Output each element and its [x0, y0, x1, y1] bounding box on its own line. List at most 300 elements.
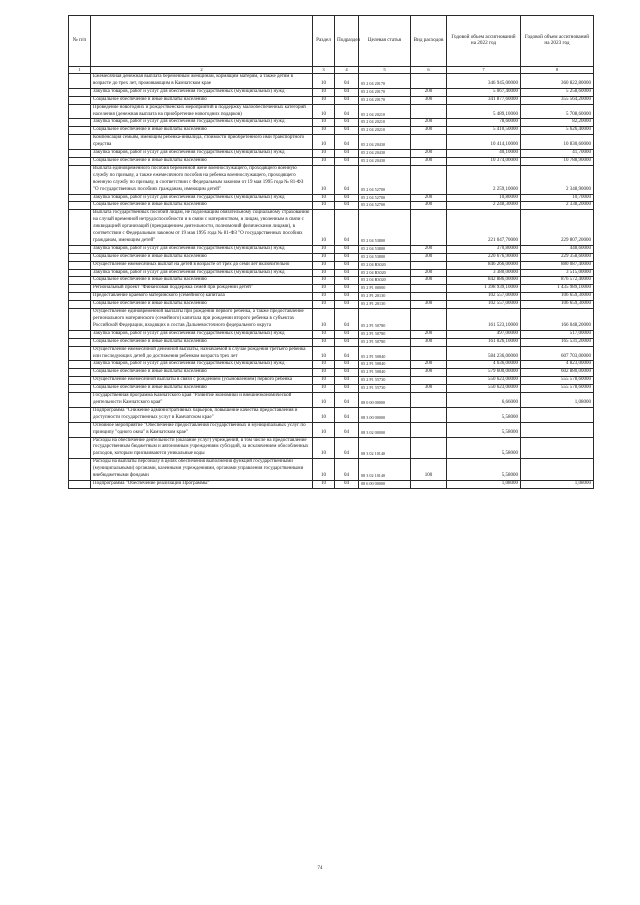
row-num	[69, 202, 91, 210]
row-amount-2023: 4 823,00000	[521, 361, 594, 369]
row-expense-kind	[411, 377, 447, 385]
row-target-code: 05 2 04 52700	[359, 202, 411, 210]
row-target-code: 05 2 04 20170	[359, 74, 411, 89]
row-section: 10	[313, 88, 335, 96]
row-num	[69, 385, 91, 393]
row-amount-2023	[521, 422, 594, 437]
row-target-code: 05 2 04 52700	[359, 194, 411, 202]
row-num	[69, 480, 91, 488]
row-expense-kind	[411, 293, 447, 301]
row-section: 10	[313, 261, 335, 269]
row-expense-kind: 300	[411, 301, 447, 309]
row-amount-2022: 842 886,00000	[447, 277, 521, 285]
col-number: 1	[69, 67, 91, 74]
table-row	[69, 377, 594, 385]
row-amount-2023	[521, 407, 594, 422]
header-kind: Вид расходов	[411, 16, 447, 67]
row-name: Компенсация семьям, имеющим ребенка-инвалида, стоимости приобретенного ими транспортного средства	[91, 135, 313, 150]
row-expense-kind: 300	[411, 277, 447, 285]
row-name: Расходы на обеспечение деятельности (оказание услуг) учреждений, в том числе на предоставление государственным бюджетным и автономным учреждениям субсидий, за исключением обособленных расходов, которым присваиваются уникальные коды	[91, 437, 313, 459]
row-section: 10	[313, 480, 335, 488]
row-name: Социальное обеспечение и иные выплаты населению	[91, 385, 313, 393]
row-subsection: 04	[335, 385, 359, 393]
row-section: 10	[313, 393, 335, 408]
row-amount-2023: 5 626,40000	[521, 127, 594, 135]
col-number: 5	[359, 67, 411, 74]
table-row	[69, 88, 594, 96]
row-subsection: 04	[335, 437, 359, 459]
row-amount-2022: 161 523,10000	[447, 309, 521, 331]
row-num	[69, 269, 91, 277]
row-subsection: 04	[335, 330, 359, 338]
row-expense-kind	[411, 437, 447, 459]
row-name: Подпрограмма "Снижение административных барьеров, повышение качества предоставления и доступности государственных услуг в Камчатском крае"	[91, 407, 313, 422]
row-expense-kind	[411, 285, 447, 293]
table-row	[69, 459, 594, 481]
row-section: 10	[313, 385, 335, 393]
row-amount-2022: 5,58000	[447, 407, 521, 422]
row-section: 10	[313, 293, 335, 301]
row-section: 10	[313, 150, 335, 158]
col-number: 2	[91, 67, 313, 74]
row-name: Закупка товаров, работ и услуг для обеспечения государственных (муниципальных) нужд	[91, 150, 313, 158]
table-body	[69, 74, 594, 489]
row-amount-2022: 220 676,90000	[447, 253, 521, 261]
row-amount-2022: 346 945,00000	[447, 74, 521, 89]
row-amount-2023: 165 531,20000	[521, 338, 594, 346]
row-amount-2023: 1 435 989,10000	[521, 285, 594, 293]
row-name: Проведение новогодних и рождественских мероприятий в поддержку малообеспеченных категорий населения (денежная выплата на приобретение новогодних подарков)	[91, 104, 313, 119]
table-row	[69, 194, 594, 202]
row-amount-2022: 221 047,70000	[447, 210, 521, 246]
row-target-code: 05 2 P1 55730	[359, 385, 411, 393]
column-number-row	[69, 67, 594, 74]
row-subsection: 04	[335, 338, 359, 346]
row-section: 10	[313, 369, 335, 377]
row-num	[69, 422, 91, 437]
row-amount-2022: 4 636,00000	[447, 361, 521, 369]
table-row	[69, 309, 594, 331]
page-number: 74	[317, 866, 323, 871]
row-amount-2022: 78,60000	[447, 119, 521, 127]
row-amount-2022: 584 236,00000	[447, 346, 521, 361]
table-row	[69, 74, 594, 89]
row-num	[69, 88, 91, 96]
row-target-code: 05 2 04 20430	[359, 135, 411, 150]
row-num	[69, 361, 91, 369]
row-amount-2023: 10,70000	[521, 194, 594, 202]
row-name: Осуществление ежемесячной выплаты в связи с рождением (усыновлением) первого ребенка	[91, 377, 313, 385]
row-subsection: 04	[335, 346, 359, 361]
table-row	[69, 293, 594, 301]
row-amount-2022: 5,58000	[447, 459, 521, 481]
row-num	[69, 277, 91, 285]
row-expense-kind: 300	[411, 202, 447, 210]
row-section: 10	[313, 194, 335, 202]
row-subsection: 04	[335, 157, 359, 165]
table-row	[69, 96, 594, 104]
row-target-code: 05 2 P1 20130	[359, 301, 411, 309]
row-amount-2023: 876 572,40000	[521, 277, 594, 285]
row-expense-kind	[411, 210, 447, 246]
row-name: Государственная программа Камчатского края "Развитие экономики и внешнеэкономической деятельности Камчатского края"	[91, 393, 313, 408]
col-number: 7	[447, 67, 521, 74]
table-row	[69, 127, 594, 135]
row-amount-2023: 82,20000	[521, 119, 594, 127]
row-amount-2022: 5 410,50000	[447, 127, 521, 135]
table-row	[69, 165, 594, 194]
row-amount-2022: 341 877,60000	[447, 96, 521, 104]
row-num	[69, 346, 91, 361]
row-amount-2023: 106 659,30000	[521, 293, 594, 301]
row-num	[69, 261, 91, 269]
row-subsection: 04	[335, 194, 359, 202]
col-number: 6	[411, 67, 447, 74]
row-name: Осуществление ежемесячной денежной выплаты, назначаемой в случае рождения третьего ребенка или последующих детей до достижения ребенком возраста трех лет	[91, 346, 313, 361]
row-amount-2023: 555 578,60000	[521, 385, 594, 393]
row-expense-kind: 300	[411, 127, 447, 135]
row-amount-2023: 517,00000	[521, 330, 594, 338]
row-amount-2023: 106 659,30000	[521, 301, 594, 309]
row-name: Социальное обеспечение и иные выплаты населению	[91, 369, 313, 377]
row-num	[69, 194, 91, 202]
row-amount-2023: 2 338,20000	[521, 202, 594, 210]
row-name: Социальное обеспечение и иные выплаты населению	[91, 96, 313, 104]
row-name: Социальное обеспечение и иные выплаты населению	[91, 127, 313, 135]
row-target-code: 08 6 00 00000	[359, 480, 411, 488]
row-section: 10	[313, 253, 335, 261]
table-row	[69, 210, 594, 246]
row-name: Осуществление единовременной выплаты при рождении первого ребенка, а также предоставление регионального материнского (семейного) капитала при рождении второго ребенка в субъектах Российской Федерации, входящих в состав Дальневосточного федерального округа	[91, 309, 313, 331]
row-section: 10	[313, 74, 335, 89]
table-row	[69, 407, 594, 422]
row-num	[69, 104, 91, 119]
row-amount-2023: 602 880,00000	[521, 369, 594, 377]
row-target-code: 05 2 P1 50780	[359, 309, 411, 331]
row-expense-kind	[411, 422, 447, 437]
row-target-code: 05 2 04 20430	[359, 157, 411, 165]
row-target-code: 05 2 P1 50780	[359, 338, 411, 346]
row-section: 10	[313, 346, 335, 361]
row-num	[69, 330, 91, 338]
row-amount-2022: 497,00000	[447, 330, 521, 338]
row-target-code: 05 2 04 20170	[359, 88, 411, 96]
row-section: 10	[313, 377, 335, 385]
row-name: Подпрограмма "Обеспечение реализации Программы"	[91, 480, 313, 488]
row-num	[69, 377, 91, 385]
row-num	[69, 157, 91, 165]
row-target-code: 08 3 02 00000	[359, 422, 411, 437]
row-name: Социальное обеспечение и иные выплаты населению	[91, 277, 313, 285]
row-section: 10	[313, 165, 335, 194]
row-subsection: 04	[335, 369, 359, 377]
row-section: 10	[313, 285, 335, 293]
row-subsection: 04	[335, 361, 359, 369]
row-expense-kind: 200	[411, 330, 447, 338]
row-expense-kind: 300	[411, 385, 447, 393]
table-row	[69, 135, 594, 150]
row-expense-kind	[411, 135, 447, 150]
row-num	[69, 245, 91, 253]
row-subsection: 04	[335, 88, 359, 96]
row-target-code: 08 0 00 00000	[359, 393, 411, 408]
row-section: 10	[313, 422, 335, 437]
row-amount-2023: 5 708,60000	[521, 104, 594, 119]
row-subsection: 04	[335, 74, 359, 89]
row-num	[69, 293, 91, 301]
row-name: Закупка товаров, работ и услуг для обеспечения государственных (муниципальных) нужд	[91, 119, 313, 127]
row-num	[69, 301, 91, 309]
row-section: 10	[313, 269, 335, 277]
row-section: 10	[313, 338, 335, 346]
row-subsection: 04	[335, 422, 359, 437]
row-num	[69, 165, 91, 194]
row-section: 10	[313, 119, 335, 127]
row-expense-kind: 200	[411, 150, 447, 158]
row-target-code: 05 2 P1 00000	[359, 285, 411, 293]
row-expense-kind: 300	[411, 369, 447, 377]
row-expense-kind	[411, 393, 447, 408]
header-row	[69, 16, 594, 67]
row-name: Социальное обеспечение и иные выплаты населению	[91, 202, 313, 210]
table-row	[69, 480, 594, 488]
row-subsection: 04	[335, 245, 359, 253]
table-row	[69, 338, 594, 346]
row-section: 10	[313, 309, 335, 331]
table-row	[69, 346, 594, 361]
row-expense-kind	[411, 261, 447, 269]
row-name: Социальное обеспечение и иные выплаты населению	[91, 338, 313, 346]
header-2023: Годовой объем ассигнований на 2023 год	[521, 16, 594, 67]
table-row	[69, 361, 594, 369]
table-row	[69, 253, 594, 261]
row-expense-kind: 200	[411, 194, 447, 202]
row-num	[69, 393, 91, 408]
row-amount-2023: 607 703,00000	[521, 346, 594, 361]
table-row	[69, 422, 594, 437]
row-num	[69, 135, 91, 150]
row-name: Расходы на выплаты персоналу в целях обеспечения выполнения функций государственными (муниципальными) органами, казенными учреждениями, органами управления государственными внебюджетными фондами	[91, 459, 313, 481]
row-num	[69, 150, 91, 158]
col-number: 3	[313, 67, 335, 74]
row-amount-2022: 2 248,30000	[447, 202, 521, 210]
table-row	[69, 277, 594, 285]
table-row	[69, 385, 594, 393]
row-subsection: 04	[335, 135, 359, 150]
row-amount-2022: 161 026,10000	[447, 338, 521, 346]
row-subsection: 04	[335, 459, 359, 481]
row-subsection: 04	[335, 269, 359, 277]
row-target-code: 05 2 04 R3020	[359, 261, 411, 269]
row-target-code: 05 2 04 20170	[359, 96, 411, 104]
row-subsection: 04	[335, 202, 359, 210]
row-expense-kind: 300	[411, 157, 447, 165]
table-row	[69, 104, 594, 119]
row-name: Социальное обеспечение и иные выплаты населению	[91, 301, 313, 309]
row-expense-kind	[411, 104, 447, 119]
row-amount-2022: 10 414,10000	[447, 135, 521, 150]
row-num	[69, 285, 91, 293]
row-amount-2023: 229 807,20000	[521, 210, 594, 246]
row-expense-kind	[411, 74, 447, 89]
row-expense-kind	[411, 346, 447, 361]
row-num	[69, 74, 91, 89]
row-amount-2022: 1,08000	[447, 480, 521, 488]
row-amount-2023: 880 087,40000	[521, 261, 594, 269]
row-target-code: 05 2 04 53800	[359, 210, 411, 246]
row-section: 10	[313, 210, 335, 246]
row-target-code: 05 2 04 R3020	[359, 277, 411, 285]
row-expense-kind: 200	[411, 361, 447, 369]
row-subsection: 04	[335, 127, 359, 135]
row-section: 10	[313, 437, 335, 459]
row-amount-2022: 2 259,10000	[447, 165, 521, 194]
row-target-code: 05 2 04 20210	[359, 104, 411, 119]
row-amount-2022: 5 489,10000	[447, 104, 521, 119]
table-row	[69, 393, 594, 408]
row-subsection: 04	[335, 253, 359, 261]
table-row	[69, 157, 594, 165]
header-section: Раздел	[313, 16, 335, 67]
header-name	[91, 16, 313, 67]
row-amount-2022: 6,66000	[447, 393, 521, 408]
header-target: Целевая статья	[359, 16, 411, 67]
table-row	[69, 245, 594, 253]
row-amount-2022: 5,58000	[447, 437, 521, 459]
row-amount-2023: 360 822,80000	[521, 74, 594, 89]
row-subsection: 04	[335, 96, 359, 104]
row-amount-2023: 1,08000	[521, 480, 594, 488]
row-subsection: 04	[335, 293, 359, 301]
row-section: 10	[313, 127, 335, 135]
table-row	[69, 150, 594, 158]
row-expense-kind: 300	[411, 338, 447, 346]
row-amount-2023: 166 048,20000	[521, 309, 594, 331]
row-subsection: 04	[335, 393, 359, 408]
table-row	[69, 301, 594, 309]
row-num	[69, 407, 91, 422]
row-name: Социальное обеспечение и иные выплаты населению	[91, 157, 313, 165]
row-amount-2023: 1,08000	[521, 393, 594, 408]
col-number: 8	[521, 67, 594, 74]
row-target-code: 05 2 04 20430	[359, 150, 411, 158]
row-target-code: 05 2 P1 50780	[359, 330, 411, 338]
row-amount-2023: 448,60000	[521, 245, 594, 253]
table-row	[69, 261, 594, 269]
row-target-code: 05 2 04 R3020	[359, 269, 411, 277]
row-amount-2023	[521, 459, 594, 481]
row-section: 10	[313, 104, 335, 119]
budget-table	[68, 15, 594, 489]
row-expense-kind: 300	[411, 96, 447, 104]
row-name: Закупка товаров, работ и услуг для обеспечения государственных (муниципальных) нужд	[91, 88, 313, 96]
col-number: 4	[335, 67, 359, 74]
row-section: 10	[313, 330, 335, 338]
row-amount-2022: 550 623,00000	[447, 377, 521, 385]
row-target-code: 08 3 02 10140	[359, 459, 411, 481]
row-amount-2022: 846 266,00000	[447, 261, 521, 269]
row-name: Осуществление ежемесячных выплат на детей в возрасте от трех до семи лет включительно	[91, 261, 313, 269]
row-target-code: 05 2 P1 50840	[359, 369, 411, 377]
row-subsection: 04	[335, 480, 359, 488]
table-row	[69, 285, 594, 293]
row-num	[69, 127, 91, 135]
row-amount-2022: 3 380,00000	[447, 269, 521, 277]
row-name: Региональный проект "Финансовая поддержка семей при рождении детей"	[91, 285, 313, 293]
row-name: Социальное обеспечение и иные выплаты населению	[91, 253, 313, 261]
row-amount-2022: 10,80000	[447, 194, 521, 202]
row-subsection: 04	[335, 104, 359, 119]
row-subsection: 04	[335, 150, 359, 158]
table-row	[69, 369, 594, 377]
row-name: Закупка товаров, работ и услуг для обеспечения государственных (муниципальных) нужд	[91, 269, 313, 277]
header-subsection: Подраздел	[335, 16, 359, 67]
row-expense-kind: 200	[411, 88, 447, 96]
row-name: Основное мероприятие "Обеспечение предоставления государственных и муниципальных услуг по принципу "одного окна" в Камчатском крае"	[91, 422, 313, 437]
row-name: Закупка товаров, работ и услуг для обеспечения государственных (муниципальных) нужд	[91, 330, 313, 338]
row-amount-2022: 40,10000	[447, 150, 521, 158]
row-expense-kind: 200	[411, 269, 447, 277]
row-subsection: 04	[335, 309, 359, 331]
row-section: 10	[313, 459, 335, 481]
row-expense-kind	[411, 309, 447, 331]
row-expense-kind: 100	[411, 459, 447, 481]
row-target-code: 05 2 04 53800	[359, 253, 411, 261]
row-amount-2023: 355 564,20000	[521, 96, 594, 104]
row-name: Закупка товаров, работ и услуг для обеспечения государственных (муниципальных) нужд	[91, 361, 313, 369]
row-target-code: 05 2 04 52700	[359, 165, 411, 194]
row-amount-2023: 5 258,60000	[521, 88, 594, 96]
row-subsection: 04	[335, 277, 359, 285]
row-amount-2022: 1 398 939,10000	[447, 285, 521, 293]
row-name: Закупка товаров, работ и услуг для обеспечения государственных (муниципальных) нужд	[91, 245, 313, 253]
row-amount-2022: 579 600,00000	[447, 369, 521, 377]
row-subsection: 04	[335, 210, 359, 246]
row-expense-kind	[411, 165, 447, 194]
row-name: Выплата единовременного пособия беременной жене военнослужащего, проходящего военную службу по призыву, а также ежемесячного пособия на ребенка военнослужащего, проходящего военную службу по призыву, в соответствии с Федеральным законом от 19 мая 1995 года № 81-ФЗ "О государственных пособиях гражданам, имеющим детей"	[91, 165, 313, 194]
row-amount-2022: 102 557,00000	[447, 301, 521, 309]
row-subsection: 04	[335, 165, 359, 194]
row-expense-kind	[411, 480, 447, 488]
row-section: 10	[313, 202, 335, 210]
row-target-code: 08 3 00 00000	[359, 407, 411, 422]
table-row	[69, 437, 594, 459]
row-section: 10	[313, 277, 335, 285]
row-amount-2022: 370,80000	[447, 245, 521, 253]
row-subsection: 04	[335, 285, 359, 293]
row-section: 10	[313, 407, 335, 422]
row-section: 10	[313, 361, 335, 369]
row-num	[69, 96, 91, 104]
row-num	[69, 459, 91, 481]
row-num	[69, 253, 91, 261]
header-num: № п/п	[69, 16, 91, 67]
row-amount-2022: 5,58000	[447, 422, 521, 437]
row-subsection: 04	[335, 261, 359, 269]
row-amount-2022: 550 623,00000	[447, 385, 521, 393]
row-subsection: 04	[335, 119, 359, 127]
row-num	[69, 309, 91, 331]
row-name: Ежемесячная денежная выплата беременным женщинам, кормящим матерям, а также детям в возрасте до трех лет, проживающим в Камчатском крае	[91, 74, 313, 89]
row-target-code: 05 2 P1 55730	[359, 377, 411, 385]
row-num	[69, 437, 91, 459]
row-amount-2023: 10 788,90000	[521, 157, 594, 165]
row-expense-kind: 200	[411, 119, 447, 127]
row-target-code: 05 2 P1 50840	[359, 361, 411, 369]
row-section: 10	[313, 245, 335, 253]
row-section: 10	[313, 301, 335, 309]
row-num	[69, 338, 91, 346]
